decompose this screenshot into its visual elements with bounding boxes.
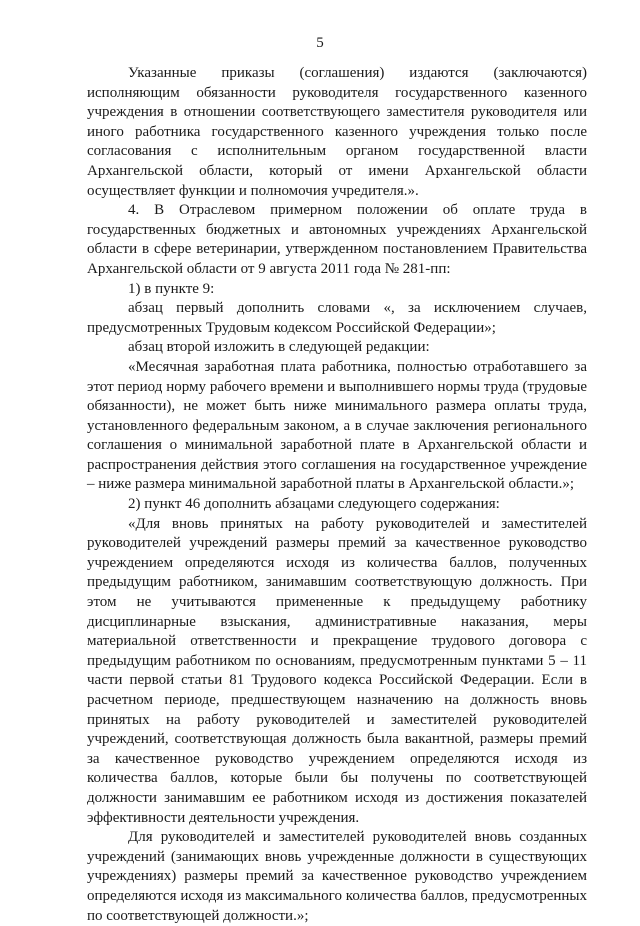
- paragraph-first-amendment: абзац первый дополнить словами «, за исключением случаев, предусмотренных Трудовым кодексом Российской Федерации»;: [87, 300, 587, 336]
- paragraph-orders-approval: Указанные приказы (соглашения) издаются (заключаются) исполняющим обязанности руководителя государственного казенного учреждения в отношении соответствующего заместителя руководителя или иного работника государственного казенного учреждения только после согласования с исполнительным органом государственной власти Архангельской области, который от имени Архангельской области осуществляет функции и полномочия учредителя.».: [87, 65, 587, 199]
- paragraph-subitem-2: 2) пункт 46 дополнить абзацами следующего содержания:: [128, 496, 500, 513]
- paragraph-new-institutions-bonus: Для руководителей и заместителей руководителей вновь созданных учреждений (занимающих вновь учрежденные должности в существующих учреждениях) размеры премий за качественное руководство учреждением определяются исходя из максимального количества баллов, предусмотренных по соответствующей должности.»;: [87, 829, 587, 924]
- paragraph-new-managers-bonus: «Для вновь принятых на работу руководителей и заместителей руководителей учреждений размеры премий за качественное руководство учреждением определяются исходя из количества баллов, полученных предыдущим работником, занимавшим соответствующую должность. При этом не учитываются примененные к предыдущему работнику дисциплинарные взыскания, административные наказания, меры материальной ответственности и прекращение трудового договора с предыдущим работником по основаниям, предусмотренным пунктами 5 – 11 части первой статьи 81 Трудового кодекса Российской Федерации. Если в расчетном периоде, предшествующем назначению на должность вновь принятых на работу руководителей и заместителей руководителей учреждений, соответствующая должность была вакантной, размеры премий за качественное руководство учреждением определяются исходя из количества баллов, которые были бы получены по соответствующей должности занимавшим ее работником исходя из достижения показателей эффективности деятельности учреждения.: [87, 515, 587, 826]
- paragraph-second-amendment: абзац второй изложить в следующей редакции:: [128, 339, 430, 356]
- paragraph-monthly-wage: «Месячная заработная плата работника, полностью отработавшего за этот период норму рабочего времени и выполнившего нормы труда (трудовые обязанности), не может быть ниже минимального размера оплаты труда, установленного федеральным законом, а в случае заключения регионального соглашения о минимальной заработной плате в Архангельской области и распространения действия этого соглашения на государственное учреждение – ниже размера минимальной заработной платы в Архангельской области.»;: [87, 358, 587, 493]
- document-body: [87, 64, 587, 926]
- paragraph-subitem-1: 1) в пункте 9:: [128, 280, 215, 297]
- page-number: 5: [316, 35, 324, 51]
- paragraph-item-4: 4. В Отраслевом примерном положении об оплате труда в государственных бюджетных и автономных учреждениях Архангельской области в сфере ветеринарии, утвержденном постановлением Правительства Архангельской области от 9 августа 2011 года № 281-пп:: [87, 202, 587, 277]
